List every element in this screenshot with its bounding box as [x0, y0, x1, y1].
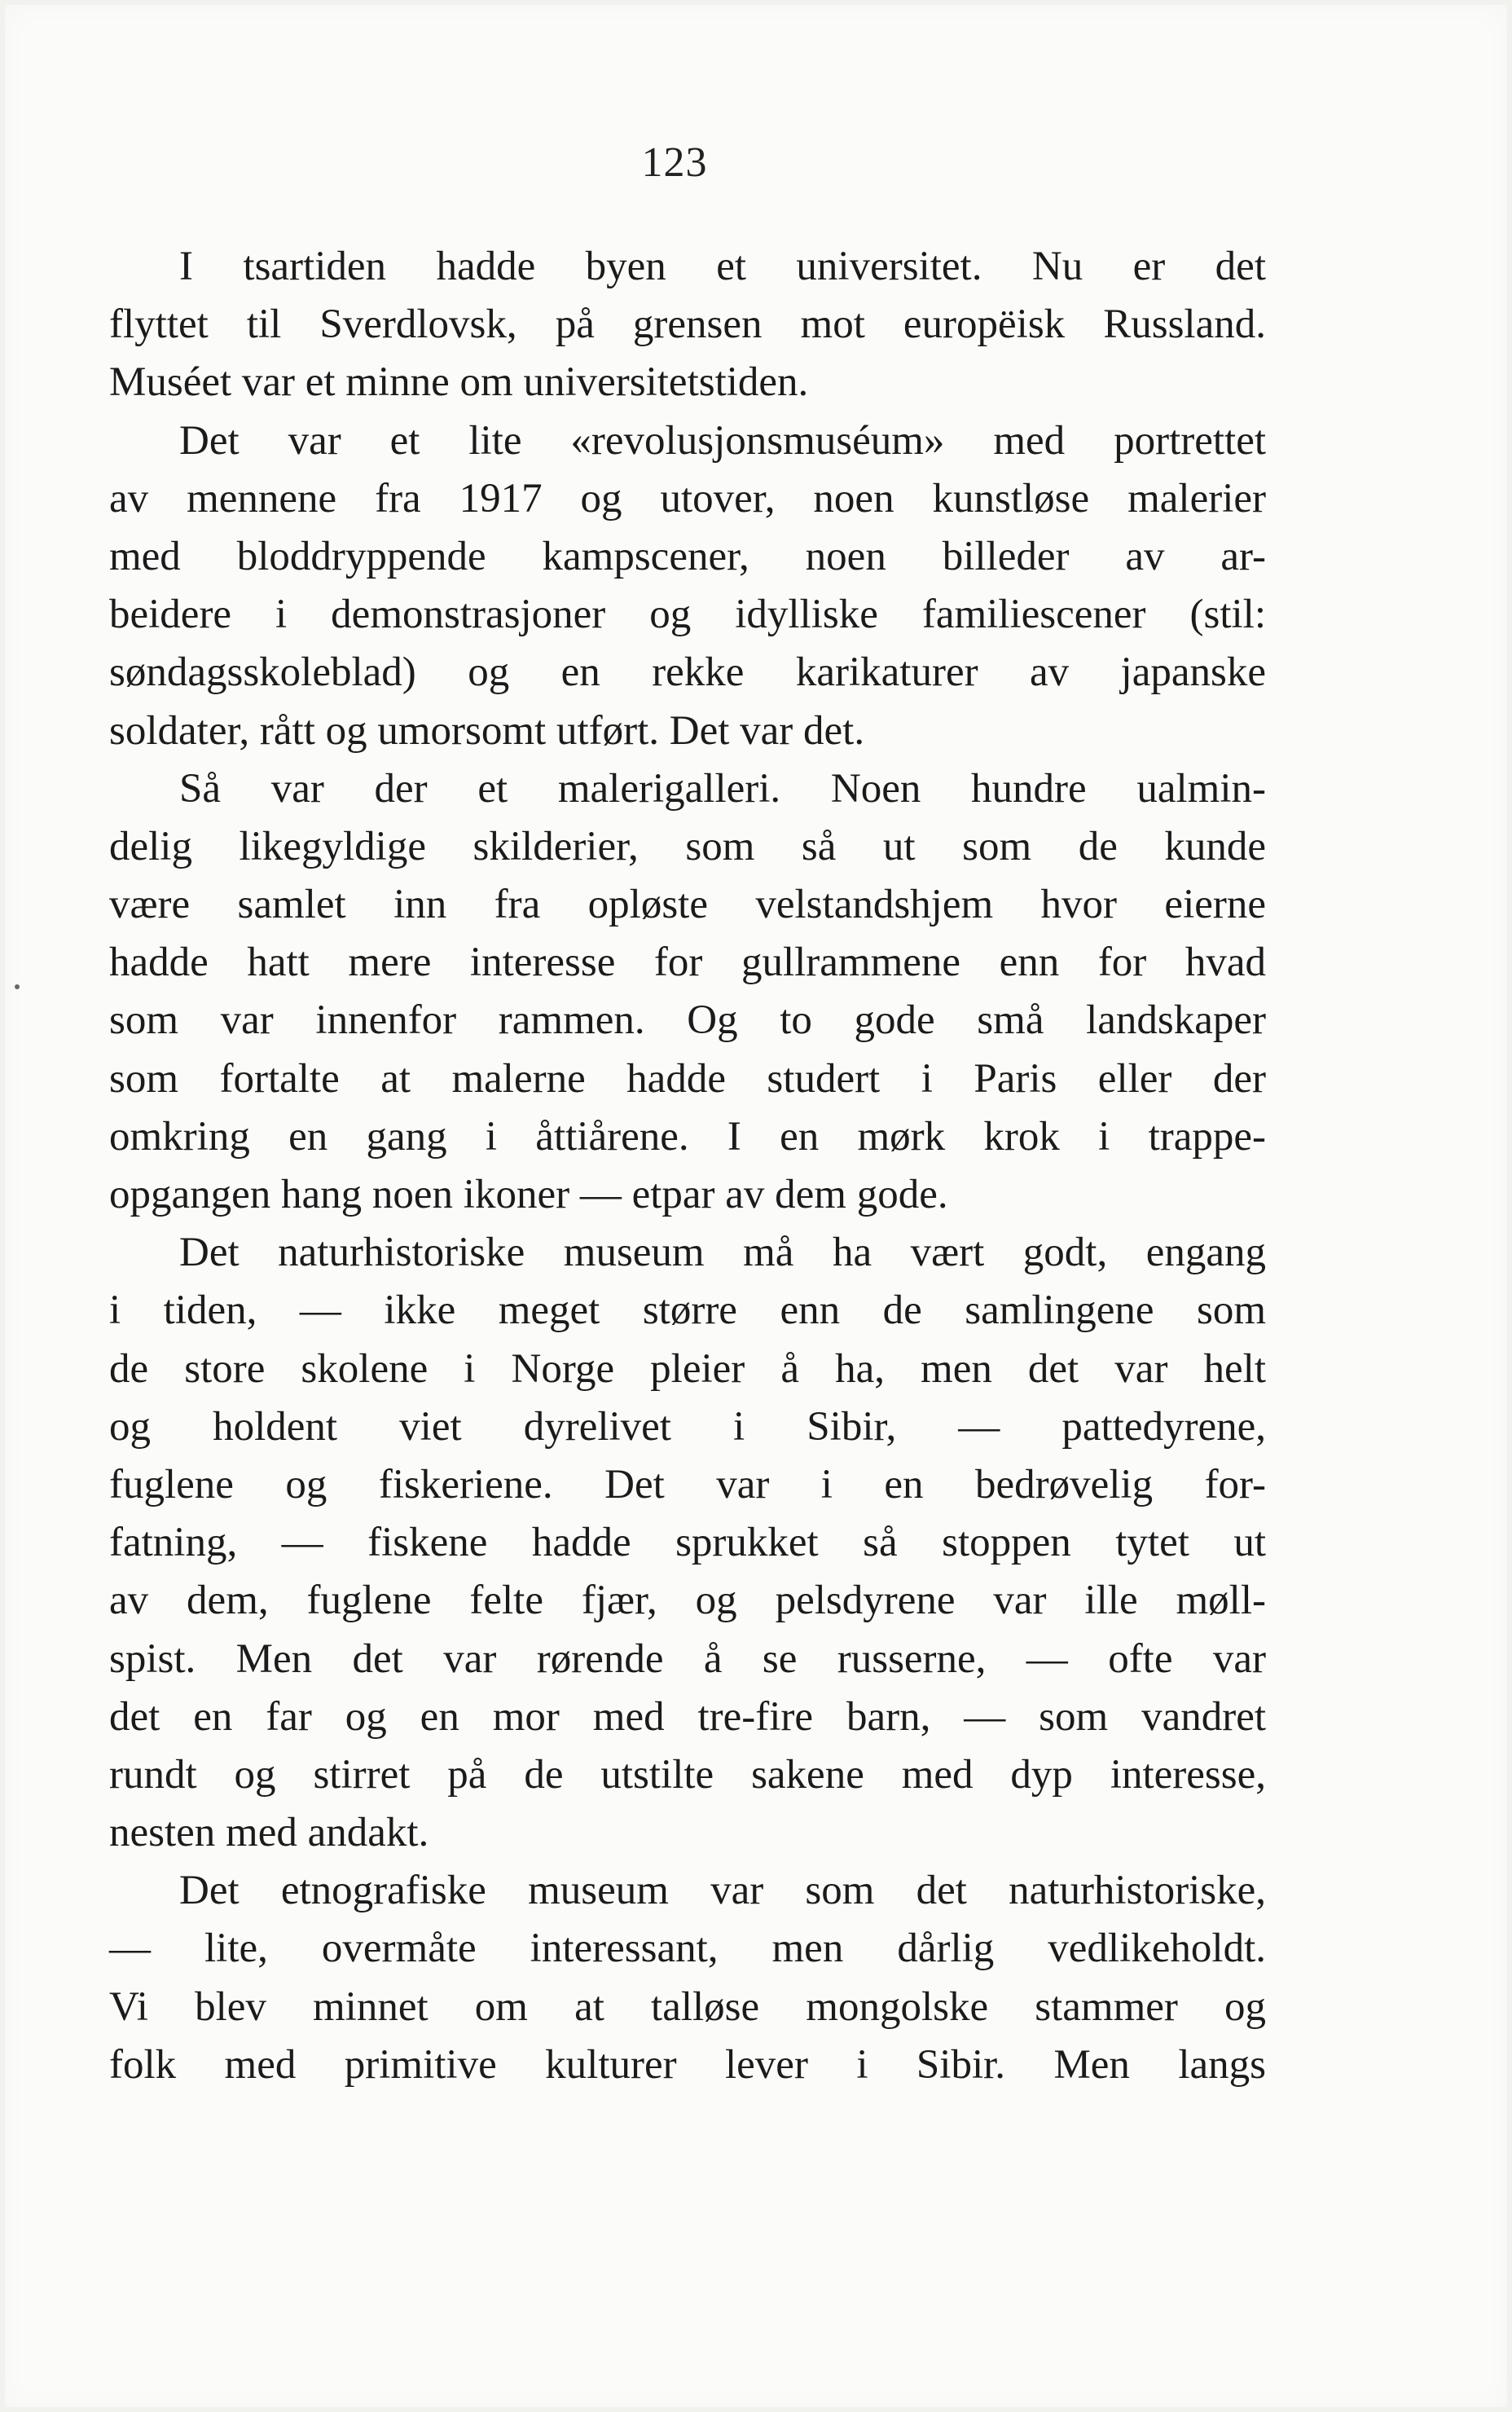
text-line: av dem, fuglene felte fjær, og pelsdyrene var ille møll- — [109, 1578, 1266, 1624]
text-line: soldater, rått og umorsomt utført. Det var det. — [109, 707, 865, 754]
text-line: av mennene fra 1917 og utover, noen kunstløse malerier — [109, 475, 1266, 522]
text-line: omkring en gang i åttiårene. I en mørk krok i trappe- — [109, 1113, 1266, 1160]
text-line: som var innenfor rammen. Og to gode små landskaper — [109, 997, 1266, 1044]
text-line: Det var et lite «revolusjonsmuséum» med portrettet — [179, 417, 1266, 464]
text-line: nesten med andakt. — [109, 1810, 429, 1856]
text-line: spist. Men det var rørende å se russerne, — ofte var — [109, 1635, 1266, 1682]
text-line: Det etnografiske museum var som det naturhistoriske, — [179, 1868, 1266, 1914]
text-line: fuglene og fiskeriene. Det var i en bedrøvelig for- — [109, 1461, 1266, 1508]
text-line: delig likegyldige skilderier, som så ut som de kunde — [109, 823, 1266, 869]
text-line: opgangen hang noen ikoner — etpar av dem gode. — [109, 1172, 948, 1217]
text-line: rundt og stirret på de utstilte sakene med dyp interesse, — [109, 1751, 1266, 1798]
text-line: hadde hatt mere interesse for gullrammene enn for hvad — [109, 940, 1266, 986]
body-text — [109, 238, 1266, 2094]
text-line: beidere i demonstrasjoner og idylliske familiescener (stil: — [109, 592, 1266, 638]
text-line: det en far og en mor med tre-fire barn, — som vandret — [109, 1693, 1266, 1740]
text-line: i tiden, — ikke meget større enn de samlingene som — [109, 1287, 1266, 1334]
text-line: være samlet inn fra opløste velstandshjem hvor eierne — [109, 882, 1266, 928]
text-line: flyttet til Sverdlovsk, på grensen mot europëisk Russland. — [109, 302, 1266, 348]
text-line: Det naturhistoriske museum må ha vært godt, engang — [179, 1230, 1266, 1276]
page-number: 123 — [641, 139, 708, 186]
text-line: I tsartiden hadde byen et universitet. Nu er det — [179, 244, 1266, 289]
margin-speck — [15, 984, 20, 989]
text-line: med bloddryppende kampscener, noen billeder av ar- — [109, 533, 1266, 579]
text-line: — lite, overmåte interessant, men dårlig vedlikeholdt. — [109, 1926, 1266, 1972]
text-line: Så var der et malerigalleri. Noen hundre ualmin- — [179, 765, 1266, 812]
text-line: fatning, — fiskene hadde sprukket så stoppen tytet ut — [109, 1520, 1266, 1566]
text-line: og holdent viet dyrelivet i Sibir, — pattedyrene, — [109, 1403, 1266, 1450]
text-line: folk med primitive kulturer lever i Sibir. Men langs — [109, 2041, 1266, 2088]
text-line: som fortalte at malerne hadde studert i Paris eller der — [109, 1055, 1266, 1102]
text-line: Muséet var et minne om universitetstiden. — [109, 359, 809, 406]
text-line: de store skolene i Norge pleier å ha, men det var helt — [109, 1345, 1266, 1392]
text-line: søndagsskoleblad) og en rekke karikaturer av japanske — [109, 649, 1266, 696]
text-line: Vi blev minnet om at talløse mongolske stammer og — [109, 1983, 1266, 2030]
